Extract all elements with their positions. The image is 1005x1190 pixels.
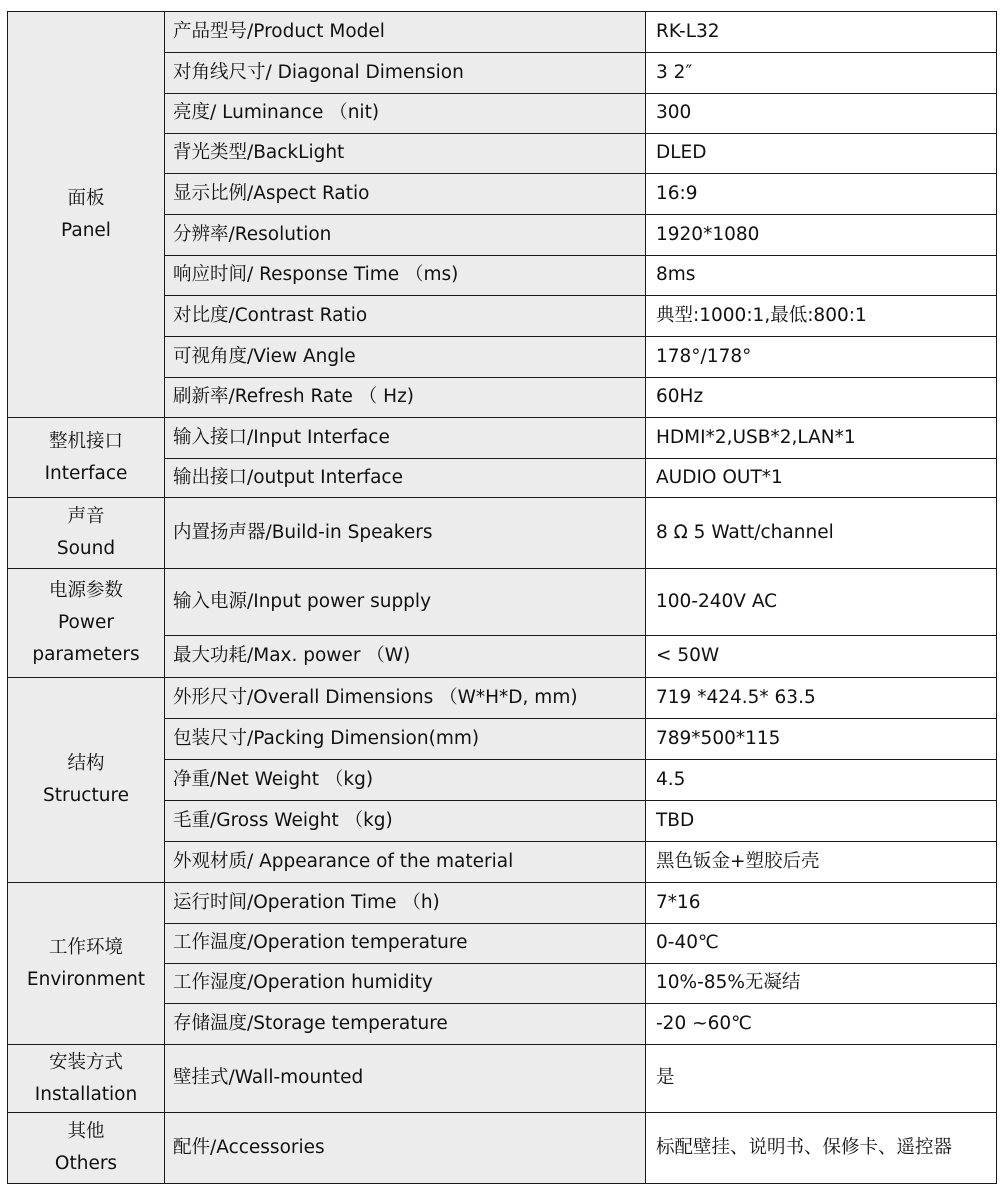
param-value: 300 xyxy=(646,94,997,134)
category-label-cn: 整机接口 xyxy=(48,430,123,452)
param-label: 分辨率/Resolution xyxy=(165,215,646,256)
param-value: < 50W xyxy=(646,636,997,678)
param-value: 719 *424.5* 63.5 xyxy=(646,678,997,719)
param-label: 外形尺寸/Overall Dimensions （W*H*D, mm) xyxy=(165,678,646,719)
category-label-cn: 声音 xyxy=(67,506,105,527)
param-label: 包装尺寸/Packing Dimension(mm) xyxy=(165,719,646,760)
param-value: DLED xyxy=(646,134,997,174)
param-label: 配件/Accessories xyxy=(165,1113,646,1184)
category-label-en: Installation xyxy=(34,1083,138,1105)
param-label: 毛重/Gross Weight （kg) xyxy=(165,801,646,842)
param-value: TBD xyxy=(646,801,997,842)
param-label: 显示比例/Aspect Ratio xyxy=(165,174,646,215)
param-value: 1920*1080 xyxy=(646,215,997,256)
param-label: 可视角度/View Angle xyxy=(165,337,646,378)
param-value: 60Hz xyxy=(646,378,997,418)
category-label-cn: 结构 xyxy=(67,753,105,774)
table-row xyxy=(8,569,997,636)
param-label: 最大功耗/Max. power （W) xyxy=(165,636,646,678)
table-row xyxy=(8,883,997,924)
param-label: 存储温度/Storage temperature xyxy=(165,1004,646,1045)
category-label-en: Panel xyxy=(61,219,111,241)
param-value: 10%-85%无凝结 xyxy=(646,964,997,1004)
category-label-en: Interface xyxy=(44,462,128,484)
param-value: 黑色钣金+塑胶后壳 xyxy=(646,842,997,883)
category-label-en: Sound xyxy=(56,538,116,559)
param-value: 4.5 xyxy=(646,760,997,801)
spec-table xyxy=(7,11,997,1184)
param-label: 对比度/Contrast Ratio xyxy=(165,296,646,337)
table-row xyxy=(8,678,997,719)
category-cell-others xyxy=(8,1113,165,1184)
param-value: HDMI*2,USB*2,LAN*1 xyxy=(646,418,997,459)
param-value: 3 2″ xyxy=(646,53,997,94)
param-label: 外观材质/ Appearance of the material xyxy=(165,842,646,883)
category-label-en: Others xyxy=(54,1153,118,1174)
param-label: 净重/Net Weight （kg) xyxy=(165,760,646,801)
param-value: 100-240V AC xyxy=(646,569,997,636)
param-label: 背光类型/BackLight xyxy=(165,134,646,174)
param-value: 典型:1000:1,最低:800:1 xyxy=(646,296,997,337)
category-cell-interface xyxy=(8,418,165,498)
param-label: 输出接口/output Interface xyxy=(165,459,646,498)
param-label: 输入接口/Input Interface xyxy=(165,418,646,459)
category-cell-installation xyxy=(8,1045,165,1113)
table-row xyxy=(8,1113,997,1184)
param-label: 运行时间/Operation Time （h) xyxy=(165,883,646,924)
param-label: 工作温度/Operation temperature xyxy=(165,924,646,964)
param-value: 是 xyxy=(646,1045,997,1113)
table-row xyxy=(8,12,997,53)
param-value: 标配壁挂、说明书、保修卡、遥控器 xyxy=(646,1113,997,1184)
category-label-en: Environment xyxy=(26,968,146,990)
param-value: AUDIO OUT*1 xyxy=(646,459,997,498)
category-cell-sound xyxy=(8,498,165,569)
category-cell-power xyxy=(8,569,165,678)
param-label: 对角线尺寸/ Diagonal Dimension xyxy=(165,53,646,94)
param-label: 刷新率/Refresh Rate （ Hz) xyxy=(165,378,646,418)
param-label: 工作湿度/Operation humidity xyxy=(165,964,646,1004)
table-row xyxy=(8,498,997,569)
param-value: 0-40℃ xyxy=(646,924,997,964)
category-label-en: Structure xyxy=(42,785,130,806)
param-value: 789*500*115 xyxy=(646,719,997,760)
param-value: 178°/178° xyxy=(646,337,997,378)
param-label: 亮度/ Luminance （nit) xyxy=(165,94,646,134)
param-value: RK-L32 xyxy=(646,12,997,53)
category-label-cn: 面板 xyxy=(67,187,105,209)
param-value: 8 Ω 5 Watt/channel xyxy=(646,498,997,569)
param-value: 8ms xyxy=(646,256,997,296)
param-value: -20 ~60℃ xyxy=(646,1004,997,1045)
param-label: 产品型号/Product Model xyxy=(165,12,646,53)
param-label: 响应时间/ Response Time （ms) xyxy=(165,256,646,296)
param-value: 16:9 xyxy=(646,174,997,215)
category-label-cn: 工作环境 xyxy=(48,936,123,958)
table-row xyxy=(8,418,997,459)
table-row xyxy=(8,1045,997,1113)
category-cell-environment xyxy=(8,883,165,1045)
category-label-en: Power xyxy=(58,612,114,633)
category-label-cn: 安装方式 xyxy=(48,1051,123,1073)
category-cell-panel xyxy=(8,12,165,418)
category-label-cn: 电源参数 xyxy=(48,580,123,601)
category-cell-structure xyxy=(8,678,165,883)
param-label: 壁挂式/Wall-mounted xyxy=(165,1045,646,1113)
category-label-en: parameters xyxy=(32,644,140,665)
param-label: 内置扬声器/Build-in Speakers xyxy=(165,498,646,569)
param-label: 输入电源/Input power supply xyxy=(165,569,646,636)
category-label-cn: 其他 xyxy=(67,1121,105,1142)
param-value: 7*16 xyxy=(646,883,997,924)
